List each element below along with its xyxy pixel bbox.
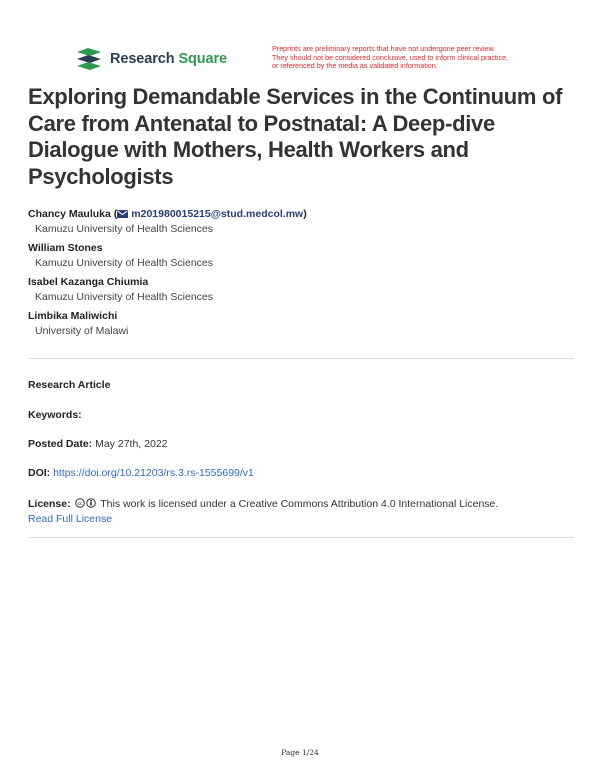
research-square-logo[interactable] — [76, 48, 227, 70]
section-divider — [28, 537, 574, 538]
license: License: cc This work is licensed under a Creative Commons Attribution 4.0 International License. Read Full License — [28, 498, 499, 525]
preprint-notice: Preprints are preliminary reports that have not undergone peer review. They should not be considered conclusive, used to inform clinical practice, or referenced by the media as validated information. — [272, 44, 509, 71]
read-full-license-link[interactable]: Read Full License — [28, 513, 113, 525]
author-affiliation: Kamuzu University of Health Sciences — [35, 291, 213, 303]
author-name: Limbika Maliwichi — [28, 310, 118, 322]
article-type: Research Article — [28, 379, 111, 391]
author-name: Isabel Kazanga Chiumia — [28, 276, 149, 288]
keywords: Keywords: — [28, 409, 82, 421]
svg-text:cc: cc — [77, 501, 83, 507]
doi: DOI: https://doi.org/10.21203/rs.3.rs-1555699/v1 — [28, 467, 254, 479]
envelope-icon — [117, 210, 128, 218]
author-affiliation: Kamuzu University of Health Sciences — [35, 223, 213, 235]
author-name: William Stones — [28, 242, 103, 254]
author-affiliation: Kamuzu University of Health Sciences — [35, 257, 213, 269]
page-number: Page 1/24 — [281, 748, 319, 757]
doi-link[interactable]: https://doi.org/10.21203/rs.3.rs-1555699/v1 — [53, 467, 254, 479]
posted-date: Posted Date: May 27th, 2022 — [28, 438, 168, 450]
paper-title: Exploring Demandable Services in the Continuum of Care from Antenatal to Postnatal: A Deep-dive Dialogue with Mothers, Health Workers and Psychologists — [28, 84, 563, 189]
section-divider — [28, 358, 574, 359]
author-list — [28, 207, 576, 343]
author-affiliation: University of Malawi — [35, 325, 129, 337]
author-email[interactable]: ( m201980015215@stud.medcol.mw) — [113, 208, 307, 220]
author-name: Chancy Mauluka ( m201980015215@stud.medcol.mw) — [28, 208, 307, 220]
creative-commons-icon — [75, 498, 97, 508]
brand-name: Research Square — [110, 51, 227, 67]
research-square-logo-icon — [76, 48, 102, 70]
